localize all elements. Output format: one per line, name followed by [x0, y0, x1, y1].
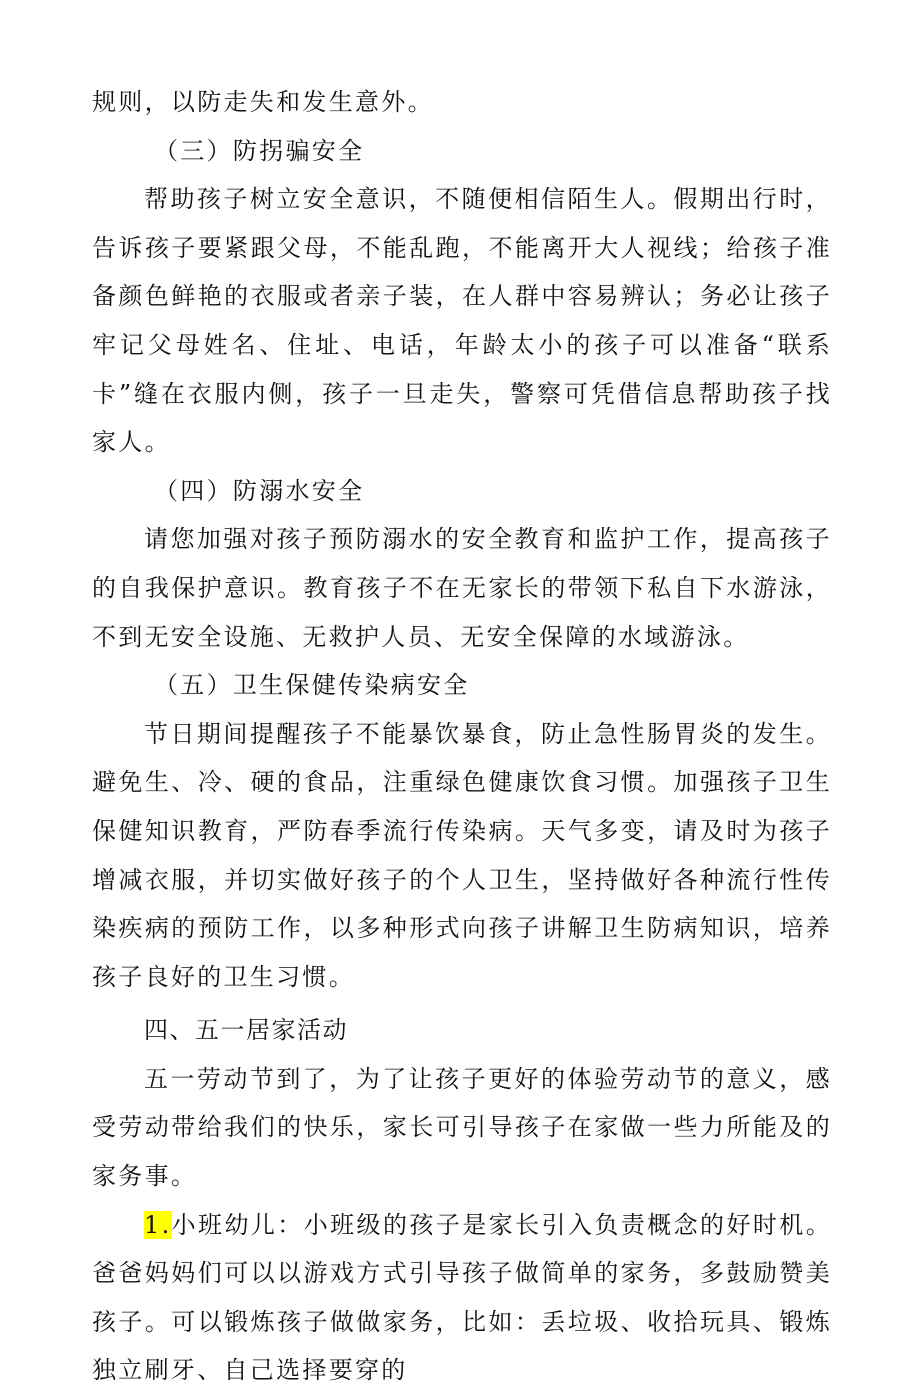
- subheading-anti-abduction: （三）防拐骗安全: [154, 136, 365, 165]
- paragraph-anti-drowning: 请您加强对孩子预防溺水的安全教育和监护工作，提高孩子的自我保护意识。教育孩子不在无家长的带领下私自下水游泳，不到无安全设施、无救护人员、无安全保障的水域游泳。: [92, 525, 832, 651]
- paragraph-hygiene-health: 节日期间提醒孩子不能暴饮暴食，防止急性肠胃炎的发生。避免生、冷、硬的食品，注重绿色健康饮食习惯。加强孩子卫生保健知识教育，严防春季流行传染病。天气多变，请及时为孩子增减衣服，并切实做好孩子的个人卫生，坚持做好各种流行性传染疾病的预防工作，以多种形式向孩子讲解卫生防病知识，培养孩子良好的卫生习惯。: [92, 719, 832, 991]
- paragraph-labor-day: 五一劳动节到了，为了让孩子更好的体验劳动节的意义，感受劳动带给我们的快乐，家长可引导孩子在家做一些力所能及的家务事。: [92, 1064, 832, 1191]
- subheading-hygiene-health: （五）卫生保健传染病安全: [154, 671, 470, 700]
- list-item-small-class: [92, 1201, 832, 1395]
- subheading-anti-drowning: （四）防溺水安全: [154, 476, 365, 505]
- section-heading-home-activities: 四、五一居家活动: [144, 1016, 348, 1045]
- list-number-highlight: 1.: [144, 1210, 172, 1239]
- paragraph-anti-abduction: 帮助孩子树立安全意识，不随便相信陌生人。假期出行时，告诉孩子要紧跟父母，不能乱跑，不能离开大人视线；给孩子准备颜色鲜艳的衣服或者亲子装，在人群中容易辨认；务必让孩子牢记父母姓名、住址、电话，年龄太小的孩子可以准备“联系卡”缝在衣服内侧，孩子一旦走失，警察可凭借信息帮助孩子找家人。: [92, 185, 832, 457]
- list-item-text: 小班幼儿：小班级的孩子是家长引入负责概念的好时机。爸爸妈妈们可以以游戏方式引导孩子做简单的家务，多鼓励赞美孩子。可以锻炼孩子做做家务，比如：丢垃圾、收拾玩具、锻炼独立刷牙、自己选择要穿的: [92, 1210, 832, 1385]
- paragraph-continuation: 规则，以防走失和发生意外。: [92, 88, 434, 116]
- document-page: [92, 78, 832, 1395]
